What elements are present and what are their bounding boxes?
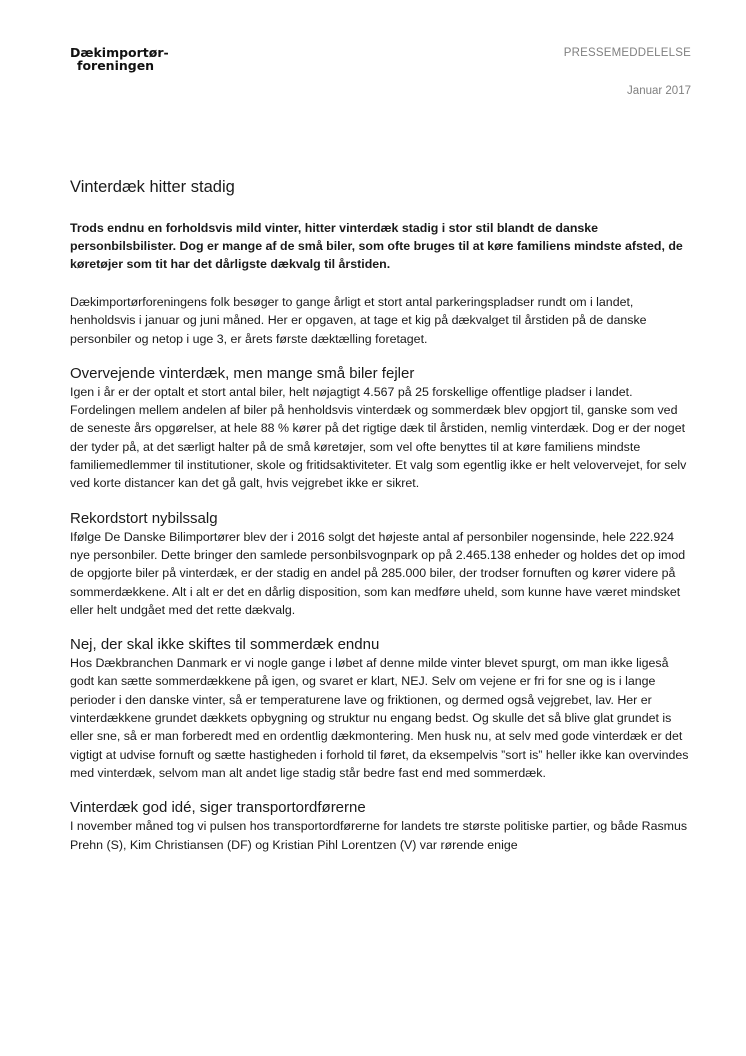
section-car-sales	[70, 509, 692, 619]
logo-line-1: Dækimportør-	[70, 45, 169, 60]
document-type-label: PRESSEMEDDELELSE	[563, 47, 691, 59]
article-intro: Dækimportørforeningens folk besøger to gange årligt et stort antal parkeringspladser rundt om i landet, henholdsvis i januar og juni måned. Her er opgaven, at tage et kig på dækvalget til årstiden på de danske personbiler og netop i uge 3, er årets første dæktælling foretaget.	[70, 295, 647, 346]
logo-line-2: foreningen	[77, 58, 155, 73]
section-body: Hos Dækbranchen Danmark er vi nogle gange i løbet af denne milde vinter blevet spurgt, om man ikke ligeså godt kan sætte sommerdækkene på igen, og svaret er klart, NEJ. Selv om vejene er fri for sne og is i lange perioder i den danske vinter, så er temperaturene lave og friktionen, og dermed også vejgrebet, lav. Her er vinterdækkene grundet dækkets opbygning og struktur nu engang bedst. Og skulle det så blive glat grundet is eller sne, så er man forberedt med en ordentlig dækmontering. Men husk nu, at selv med gode vinterdæk er det vigtigt at udvise fornuft og sætte hastigheden i forhold til føret, da eksempelvis ”sort is” heller ikke kan overvindes med vinterdæk, selvom man alt andet lige stadig står bedre fast end med sommerdæk.	[70, 656, 689, 780]
section-winter-tires	[70, 364, 692, 493]
section-body: Igen i år er der optalt et stort antal biler, helt nøjagtigt 4.567 på 25 forskellige offentlige pladser i landet. Fordelingen mellem andelen af biler på henholdsvis vinterdæk og sommerdæk blev opgjort til, ganske som ved de seneste års opgørelser, at hele 88 % kører på det rigtige dæk til årstiden, nemlig vinterdæk. Dog er der noget der tyder på, at det særligt halter på de små køretøjer, som vel ofte benyttes til at køre familiens mindste familiemedlemmer til institutioner, skole og fritidsaktiviteter. Et valg som egentlig ikke er helt velovervejet, for selv ved korte distancer kan det gå galt, hvis vejgrebet ikke er sikret.	[70, 384, 687, 491]
section-heading: Rekordstort nybilssalg	[70, 509, 218, 527]
article-lead: Trods endnu en forholdsvis mild vinter, hitter vinterdæk stadig i stor stil blandt de danske personbilsbilister. Dog er mange af de små biler, som ofte bruges til at køre familiens mindste afsted, de køretøjer som tit har det dårligste dækvalg til årstiden.	[70, 221, 683, 271]
press-release-body	[70, 178, 692, 854]
document-date: Januar 2017	[627, 85, 691, 97]
section-body: Ifølge De Danske Bilimportører blev der i 2016 solgt det højeste antal af personbiler nogensinde, hele 222.924 nye personbiler. Dette bringer den samlede personbilsvognpark op på 2.465.138 enheder og holdes det op imod de opgjorte biler på vinterdæk, er der stadig en andel på 285.000 biler, der trodser fornuften og kører videre på sommerdækkene. Alt i alt er det en dårlig disposition, som kan medføre uheld, som kunne have været mindsket eller helt undgået med det rette dækvalg.	[70, 529, 686, 617]
section-heading: Vinterdæk god idé, siger transportordførerne	[70, 799, 366, 817]
article-title: Vinterdæk hitter stadig	[70, 178, 235, 196]
section-heading: Nej, der skal ikke skiftes til sommerdæk endnu	[70, 636, 380, 654]
section-spokespersons	[70, 798, 692, 854]
section-no-summer-tires	[70, 635, 692, 782]
organization-logo	[70, 46, 169, 72]
section-body: I november måned tog vi pulsen hos transportordførerne for landets tre største politiske partier, og både Rasmus Prehn (S), Kim Christiansen (DF) og Kristian Pihl Lorentzen (V) var rørende enige	[70, 819, 688, 852]
section-heading: Overvejende vinterdæk, men mange små biler fejler	[70, 364, 415, 382]
